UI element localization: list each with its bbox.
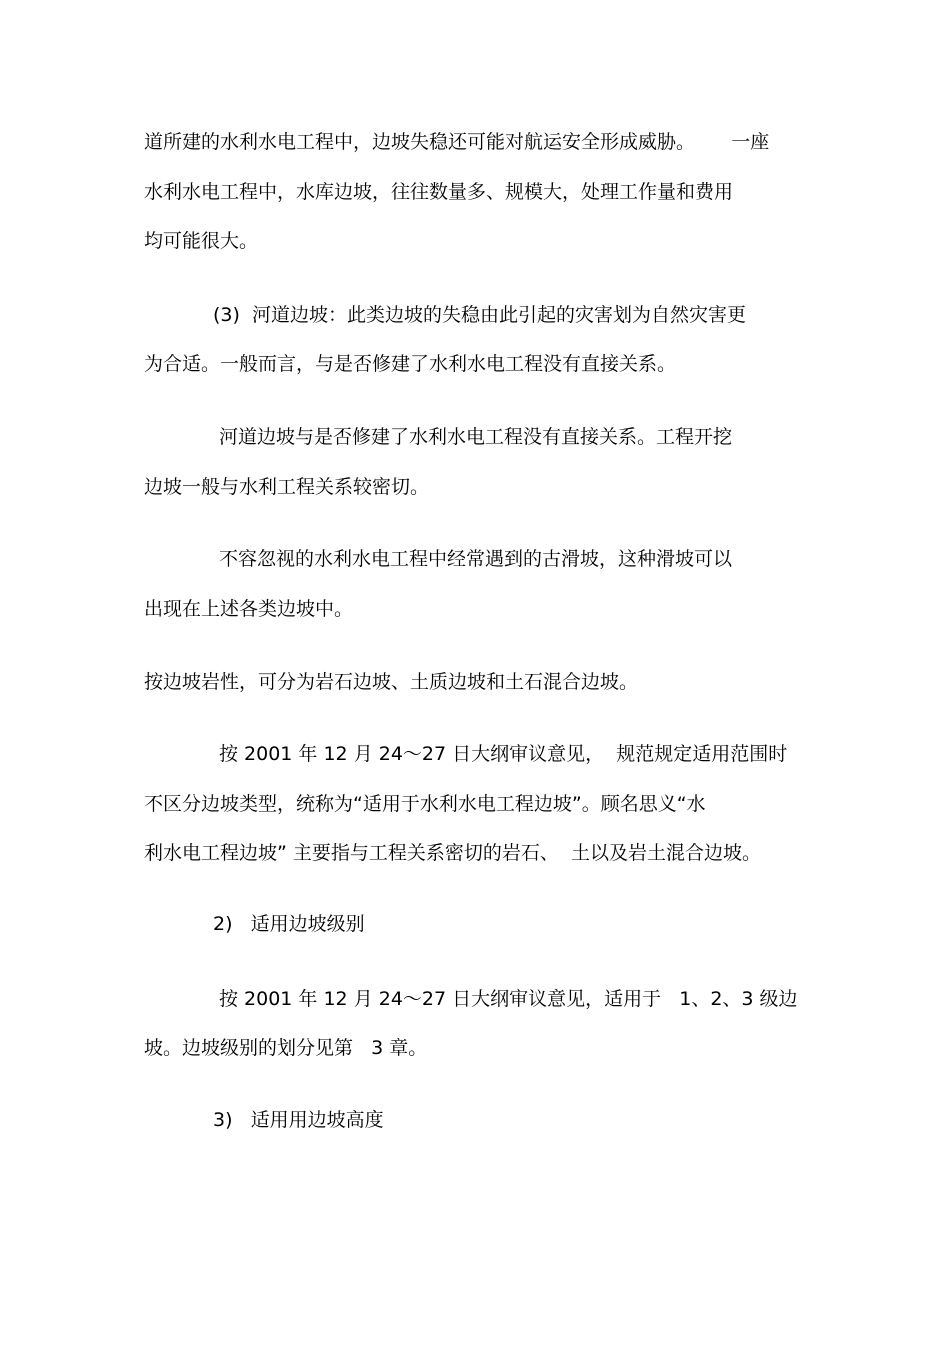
text-line-11: 按 2001 年 12 月 24～27 日大纲审议意见， 规范规定适用范围时 xyxy=(219,743,788,765)
text-line-1: 道所建的水利水电工程中，边坡失稳还可能对航运安全形成威胁。 一座 xyxy=(144,131,770,153)
text-line-10: 按边坡岩性，可分为岩石边坡、土质边坡和土石混合边坡。 xyxy=(144,671,639,693)
text-line-13: 利水电工程边坡” 主要指与工程关系密切的岩石、 土以及岩土混合边坡。 xyxy=(144,842,761,864)
text-line-12: 不区分边坡类型，统称为“适用于水利水电工程边坡”。顾名思义“水 xyxy=(144,793,706,815)
section-heading-3: 3) 适用用边坡高度 xyxy=(213,1109,384,1131)
text-line-5: 为合适。一般而言，与是否修建了水利水电工程没有直接关系。 xyxy=(144,353,677,375)
section-heading-2: 2) 适用边坡级别 xyxy=(213,913,365,935)
text-line-16: 坡。边坡级别的划分见第 3 章。 xyxy=(144,1037,428,1059)
text-line-3: 均可能很大。 xyxy=(144,230,259,252)
text-line-6: 河道边坡与是否修建了水利水电工程没有直接关系。工程开挖 xyxy=(219,426,733,448)
text-line-9: 出现在上述各类边坡中。 xyxy=(144,598,354,620)
text-line-4: (3) 河道边坡：此类边坡的失稳由此引起的灾害划为自然灾害更 xyxy=(213,304,746,326)
text-line-7: 边坡一般与水利工程关系较密切。 xyxy=(144,476,430,498)
text-line-8: 不容忽视的水利水电工程中经常遇到的古滑坡，这种滑坡可以 xyxy=(219,548,733,570)
text-line-15: 按 2001 年 12 月 24～27 日大纲审议意见，适用于 1、2、3 级边 xyxy=(219,988,798,1010)
text-line-2: 水利水电工程中，水库边坡，往往数量多、规模大，处理工作量和费用 xyxy=(144,181,734,203)
